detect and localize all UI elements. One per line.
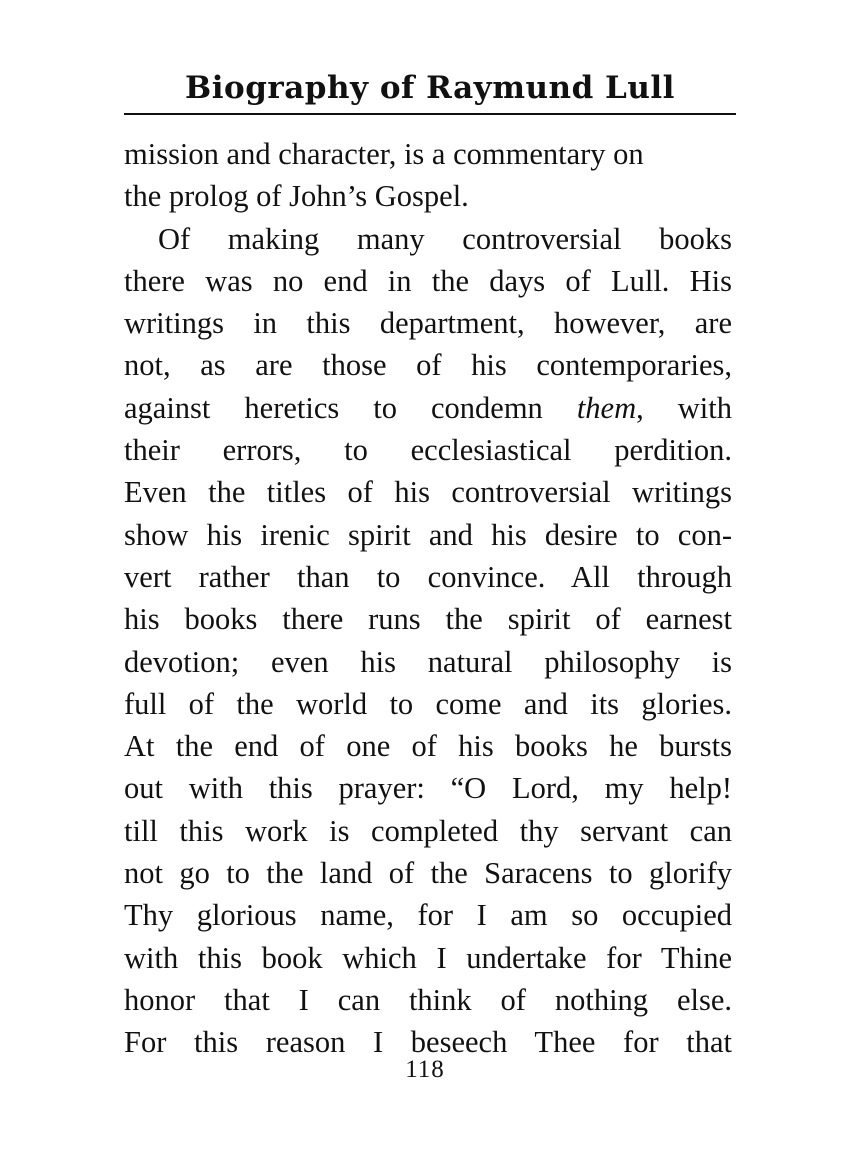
text-line: writings in this department, however, are: [124, 306, 732, 341]
body-text: [124, 133, 732, 1064]
text-line: his books there runs the spirit of earnest: [124, 602, 732, 637]
running-head: Biography of Raymund Lull: [185, 70, 675, 106]
text-line: the prolog of John’s Gospel.: [124, 179, 469, 214]
text-line: [124, 387, 732, 429]
italic-emphasis: them: [576, 390, 637, 425]
page-number: 118: [405, 1056, 445, 1083]
text-span: against heretics to condemn: [124, 390, 577, 425]
text-line: mission and character, is a commentary on: [124, 137, 644, 171]
text-span: , with: [636, 390, 732, 425]
text-line: there was no end in the days of Lull. His: [124, 263, 732, 298]
text-line: At the end of one of his books he bursts: [124, 729, 732, 764]
text-line: not go to the land of the Saracens to glorify: [124, 856, 732, 891]
text-line: vert rather than to convince. All through: [124, 559, 732, 594]
text-line: out with this prayer: “O Lord, my help!: [124, 771, 732, 806]
text-line: with this book which I undertake for Thine: [124, 940, 732, 975]
paragraph-first-line: Of making many controversial books: [158, 221, 732, 256]
text-line: For this reason I beseech Thee for that: [124, 1025, 732, 1060]
text-line: Thy glorious name, for I am so occupied: [124, 898, 732, 933]
text-line: till this work is completed thy servant can: [124, 813, 732, 848]
header-rule: [124, 113, 736, 115]
text-line: show his irenic spirit and his desire to con-: [124, 517, 732, 552]
text-line: honor that I can think of nothing else.: [124, 982, 732, 1017]
text-line: not, as are those of his contemporaries,: [124, 348, 732, 383]
text-line: Even the titles of his controversial writings: [124, 475, 732, 510]
text-line: their errors, to ecclesiastical perdition.: [124, 433, 732, 468]
text-line: full of the world to come and its glories.: [124, 686, 732, 721]
text-line: devotion; even his natural philosophy is: [124, 644, 732, 679]
